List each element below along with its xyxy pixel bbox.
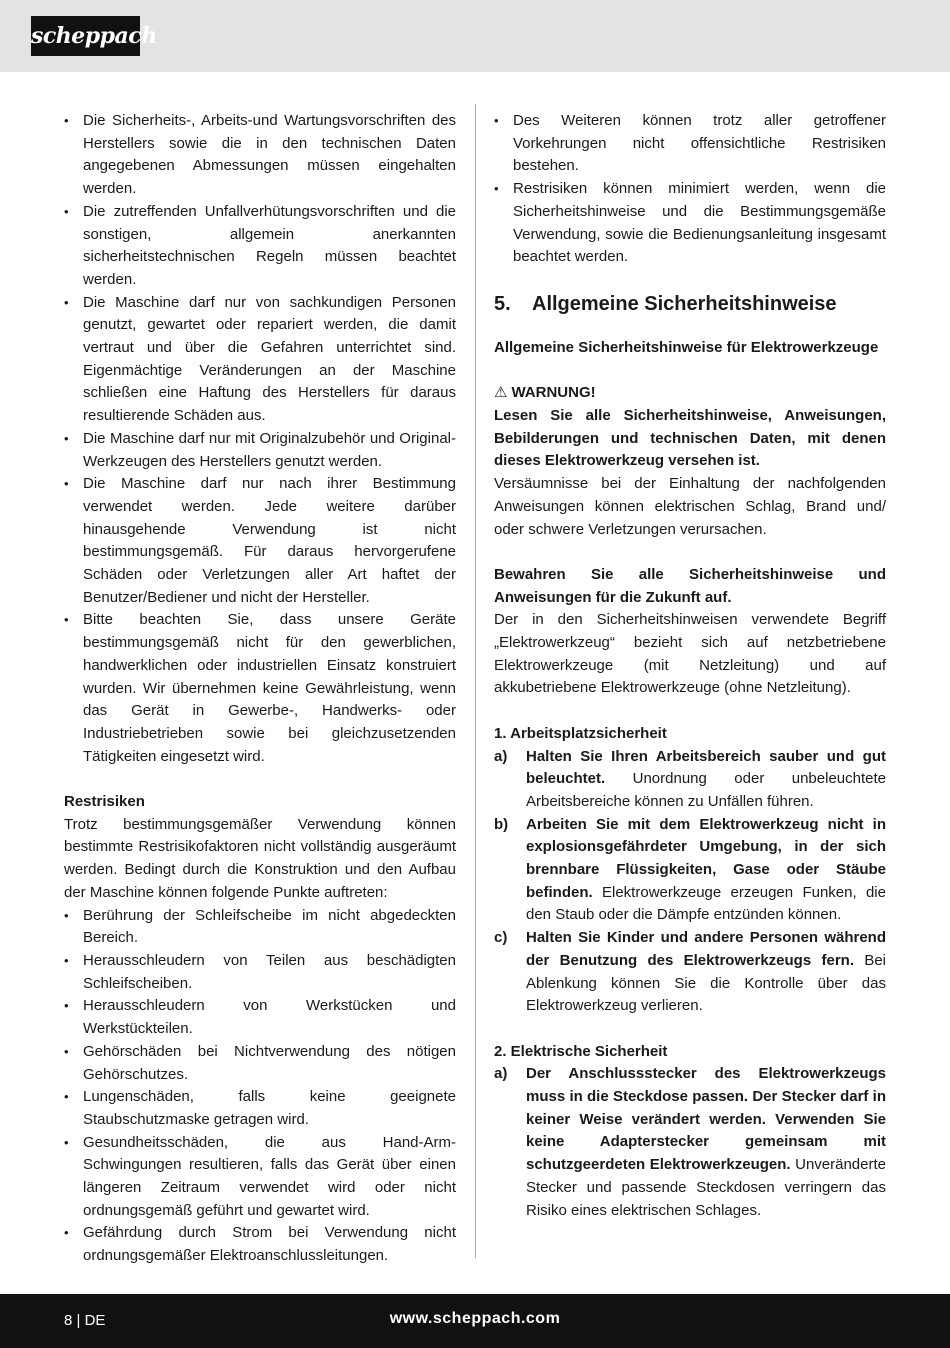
list-item: • Herausschleudern von Werkstücken und Werkstückteilen. xyxy=(64,995,456,1040)
warning-label: WARNUNG! xyxy=(511,384,596,402)
page-number: 8 | DE xyxy=(64,1312,106,1329)
keep-instructions-heading: Bewahren Sie alle Sicherheitshinweise und Anweisungen für die Zukunft auf. xyxy=(494,565,886,606)
residual-risks-list xyxy=(494,110,886,269)
item-bold-text: Halten Sie Ihren Arbeitsbereich sauber und gut beleuchtet. xyxy=(526,747,886,788)
item-text: Elektrowerkzeuge erzeugen Funken, die den Staub oder die Dämpfe entzünden können. xyxy=(526,883,886,924)
list-item xyxy=(494,1063,886,1222)
warning-text: Versäumnisse bei der Einhaltung der nachfolgenden Anweisungen können elektrischen Schlag, Brand und/ oder schwere Verletzungen verursachen. xyxy=(494,475,886,538)
electrical-safety-list xyxy=(494,1063,886,1222)
list-item: • Des Weiteren können trotz aller getroffener Vorkehrungen nicht offensichtliche Restrisiken bestehen. xyxy=(494,110,886,178)
keep-instructions-text: Der in den Sicherheitshinweisen verwendete Begriff „Elektrowerkzeug“ bezieht sich auf netzbetriebene Elektrowerkzeuge (mit Netzleitung) und auf akkubetriebene Elektrowerkzeuge (ohne Netzleitung). xyxy=(494,611,886,697)
safety-rules-list xyxy=(64,110,456,768)
list-item: • Die Maschine darf nur mit Originalzubehör und Original- Werkzeugen des Herstellers genutzt werden. xyxy=(64,428,456,473)
item-bold-text: Der Anschlussstecker des Elektrowerkzeugs muss in die Steckdose passen. Der Stecker darf in keiner Weise verändert werden. Verwenden Sie keine Adapterstecker gemeinsam mit schutzgeerdeten Elektrowerkzeugen. xyxy=(526,1065,886,1174)
item-marker: a) xyxy=(494,747,508,765)
list-item: • Bitte beachten Sie, dass unsere Geräte bestimmungsgemäß nicht für den gewerblichen, handwerklichen oder industriellen Einsatz konstruiert wurden. Wir übernehmen keine Gewährleistung, wenn das Gerät in Gewerbe-, Handwerks- oder Industriebetrieben sowie bei gleichzusetzenden Tätigkeiten eingesetzt wird. xyxy=(64,609,456,768)
left-column xyxy=(64,110,456,1268)
item-text: Unveränderte Stecker und passende Steckdosen verringern das Risiko eines elektrischen Schlages. xyxy=(526,1156,886,1219)
restrisiken-list xyxy=(64,905,456,1268)
list-item: • Gefährdung durch Strom bei Verwendung nicht ordnungsgemäßer Elektroanschlussleitungen. xyxy=(64,1222,456,1267)
item-bold-text: Arbeiten Sie mit dem Elektrowerkzeug nicht in explosionsgefährdeter Umgebung, in der sich brennbare Flüssigkeiten, Gase oder Stäube befinden. xyxy=(526,815,886,901)
section-title xyxy=(494,291,886,317)
right-column xyxy=(494,110,886,1222)
item-marker: c) xyxy=(494,929,508,947)
list-item: • Restrisiken können minimiert werden, wenn die Sicherheitshinweise und die Bestimmungsgemäße Verwendung, sowie die Bedienungsanleitung insgesamt beachtet werden. xyxy=(494,178,886,269)
restrisiken-heading: Restrisiken xyxy=(64,793,145,811)
page-footer xyxy=(0,1294,950,1348)
warning-triangle-icon: ⚠ xyxy=(494,384,508,402)
list-item xyxy=(494,814,886,928)
list-item xyxy=(494,746,886,814)
section-subtitle: Allgemeine Sicherheitshinweise für Elektrowerkzeuge xyxy=(494,338,879,356)
list-item: • Die Maschine darf nur von sachkundigen Personen genutzt, gewartet oder repariert werden, die damit vertraut und über die Gefahren unterrichtet sind. Eigenmächtige Veränderungen an der Maschine schließen eine Haftung des Herstellers für daraus resultierende Schäden aus. xyxy=(64,292,456,428)
item-marker: a) xyxy=(494,1065,508,1083)
item-text: Unordnung oder unbeleuchtete Arbeitsbereiche können zu Unfällen führen. xyxy=(526,770,886,810)
warning-bold-text: Lesen Sie alle Sicherheitshinweise, Anweisungen, Bebilderungen und technischen Daten, mit denen dieses Elektrowerkzeug versehen ist. xyxy=(494,407,886,470)
restrisiken-intro: Trotz bestimmungsgemäßer Verwendung können bestimmte Restrisikofaktoren nicht vollständig ausgeräumt werden. Bedingt durch die Konstruktion und den Aufbau der Maschine können folgende Punkte auftreten: xyxy=(64,815,456,901)
list-item: • Gesundheitsschäden, die aus Hand-Arm- Schwingungen resultieren, falls das Gerät über einen längeren Zeitraum verwendet wird oder nicht ordnungsgemäß geführt und gewartet wird. xyxy=(64,1132,456,1223)
section-number: 5. xyxy=(494,292,511,315)
section-title-text: Allgemeine Sicherheitshinweise xyxy=(532,292,837,315)
workplace-safety-heading: 1. Arbeitsplatzsicherheit xyxy=(494,724,667,742)
item-text: Bei Ablenkung können Sie die Kontrolle über das Elektrowerkzeug verlieren. xyxy=(526,951,886,1015)
list-item: • Die zutreffenden Unfallverhütungsvorschriften und die sonstigen, allgemein anerkannten sicherheitstechnischen Regeln müssen beachtet werden. xyxy=(64,201,456,292)
list-item: • Die Sicherheits-, Arbeits-und Wartungsvorschriften des Herstellers sowie die in den technischen Daten angegebenen Abmessungen müssen eingehalten werden. xyxy=(64,110,456,201)
workplace-safety-list xyxy=(494,746,886,1018)
item-bold-text: Halten Sie Kinder und andere Personen während der Benutzung des Elektrowerkzeugs fern. xyxy=(526,929,886,969)
brand-logo: scheppach xyxy=(31,16,140,56)
list-item: • Lungenschäden, falls keine geeignete Staubschutzmaske getragen wird. xyxy=(64,1086,456,1131)
column-divider xyxy=(475,104,476,1258)
warning-heading xyxy=(494,382,886,405)
page-header xyxy=(0,0,950,72)
list-item: • Gehörschäden bei Nichtverwendung des nötigen Gehörschutzes. xyxy=(64,1041,456,1086)
list-item xyxy=(494,927,886,1018)
list-item: • Herausschleudern von Teilen aus beschädigten Schleifscheiben. xyxy=(64,950,456,995)
list-item: • Berührung der Schleifscheibe im nicht abgedeckten Bereich. xyxy=(64,905,456,950)
item-marker: b) xyxy=(494,815,509,833)
electrical-safety-heading: 2. Elektrische Sicherheit xyxy=(494,1042,668,1060)
website-link[interactable]: www.scheppach.com xyxy=(389,1310,561,1327)
list-item: • Die Maschine darf nur nach ihrer Bestimmung verwendet werden. Jede weitere darüber hinausgehende Verwendung ist nicht bestimmungsgemäß. Für daraus hervorgerufene Schäden oder Verletzungen aller Art haftet der Benutzer/Bediener und nicht der Hersteller. xyxy=(64,473,456,609)
